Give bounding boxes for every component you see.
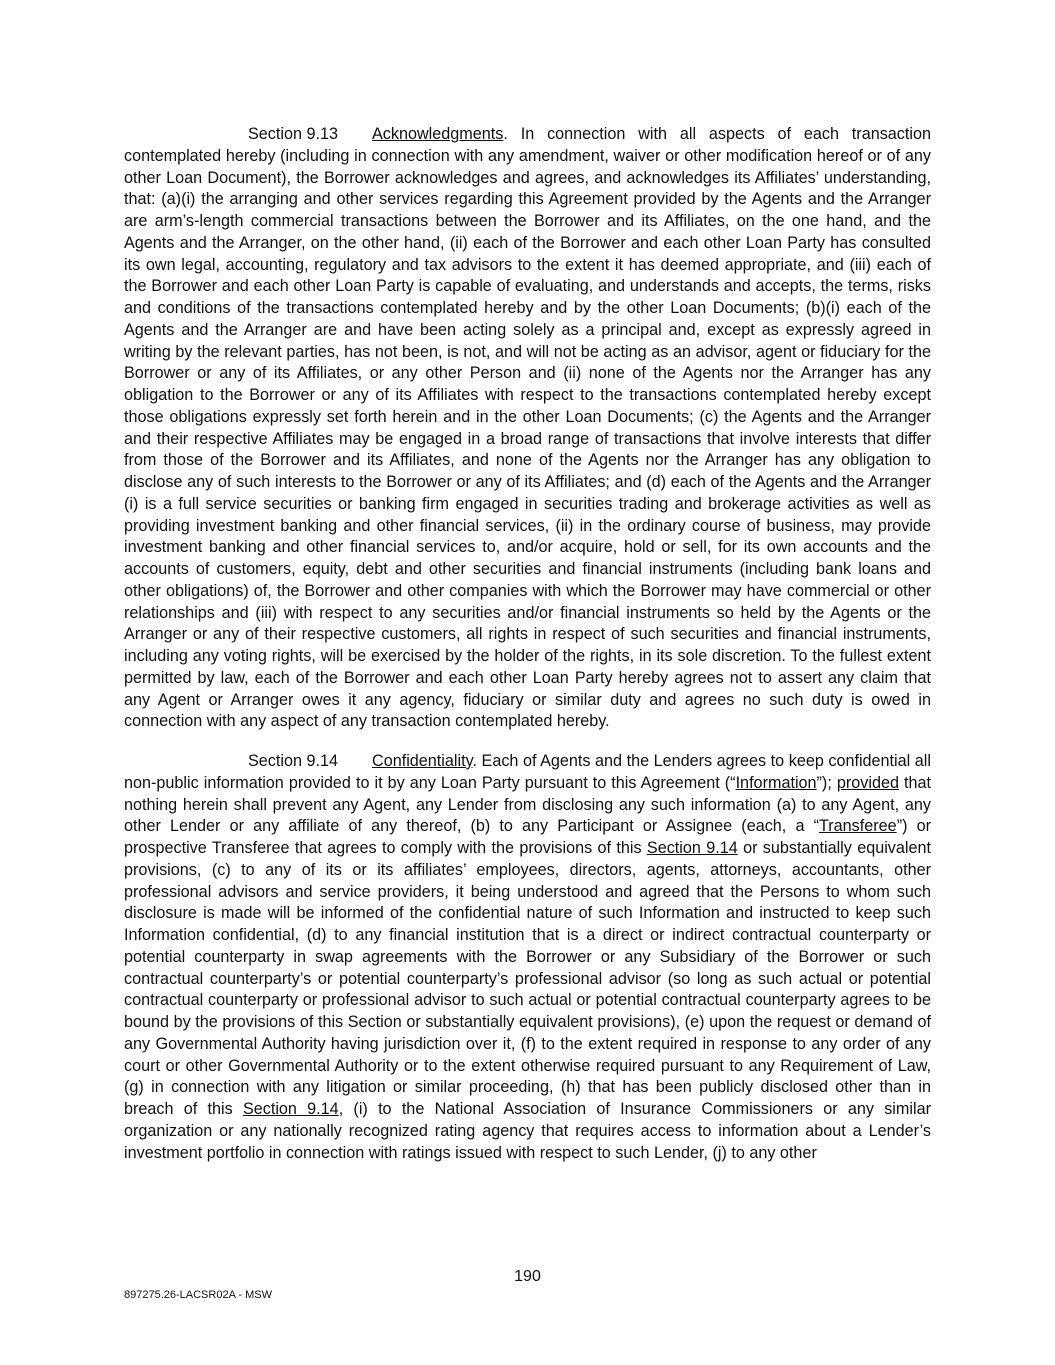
section-9-14-text-5: or substantially equivalent provisions, (c) to any of its or its affiliates’ employees, directors, agents, attorneys, accountants, other professional advisors and service providers, it being understood and agreed that the Persons to whom such disclosure is made will be informed of the confidential nature of such Information and instructed to keep such Information confidential, (d) to any financial institution that is a direct or indirect contractual counterparty or potential counterparty in swap agreements with the Borrower or any Subsidiary of the Borrower or such contractual counterparty’s or potential counterparty’s professional advisor (so long as such actual or potential contractual counterparty or professional advisor to such actual or potential contractual counterparty agrees to be bound by the provisions of this Section or substantially equivalent provisions), (e) upon the request or demand of any Governmental Authority having jurisdiction over it, (f) to the extent required in response to any order of any court or other Governmental Authority or to the extent otherwise required pursuant to any Requirement of Law, (g) in connection with any litigation or similar proceeding, (h) that has been publicly disclosed other than in breach of this [124,839,931,1118]
section-9-13-heading-period: . [503,125,508,143]
section-9-13-body: In connection with all aspects of each transaction contemplated hereby (including in connection with any amendment, waiver or other modification hereof or of any other Loan Document), the Borrower acknowledges and agrees, and acknowledges its Affiliates’ understanding, that: (a)(i) the arranging and other services regarding this Agreement provided by the Agents and the Arranger are arm’s-length commercial transactions between the Borrower and its Affiliates, on the one hand, and the Agents and the Arranger, on the other hand, (ii) each of the Borrower and each other Loan Party has consulted its own legal, accounting, regulatory and tax advisors to the extent it has deemed appropriate, and (iii) each of the Borrower and each other Loan Party is capable of evaluating, and understands and accepts, the terms, risks and conditions of the transactions contemplated hereby and by the other Loan Documents; (b)(i) each of the Agents and the Arranger are and have been acting solely as a principal and, except as expressly agreed in writing by the relevant parties, has not been, is not, and will not be acting as an advisor, agent or fiduciary for the Borrower or any of its Affiliates, or any other Person and (ii) none of the Agents nor the Arranger has any obligation to the Borrower or any of its Affiliates with respect to the transactions contemplated hereby except those obligations expressly set forth herein and in the other Loan Documents; (c) the Agents and the Arranger and their respective Affiliates may be engaged in a broad range of transactions that involve interests that differ from those of the Borrower and its Affiliates, and none of the Agents nor the Arranger has any obligation to disclose any of such interests to the Borrower or any of its Affiliates; and (d) each of the Agents and the Arranger (i) is a full service securities or banking firm engaged in securities trading and brokerage activities as well as providing investment banking and other financial services, (ii) in the ordinary course of business, may provide investment banking and other financial services to, and/or acquire, hold or sell, for its own accounts and the accounts of customers, equity, debt and other securities and financial instruments (including bank loans and other obligations) of, the Borrower and other companies with which the Borrower may have commercial or other relationships and (iii) with respect to any securities and/or financial instruments so held by the Agents or the Arranger or any of their respective customers, all rights in respect of such securities and financial instruments, including any voting rights, will be exercised by the holder of the rights, in its sole discretion. To the fullest extent permitted by law, each of the Borrower and each other Loan Party hereby agrees not to assert any claim that any Agent or Arranger owes it any agency, fiduciary or similar duty and agrees no such duty is owed in connection with any aspect of any transaction contemplated hereby. [124,125,931,731]
section-reference: Section 9.14 [646,839,738,857]
section-9-14-number: Section 9.14 [248,752,338,770]
document-id: 897275.26-LACSR02A - MSW [124,1289,272,1301]
section-9-13-paragraph [124,124,931,733]
section-9-13-number: Section 9.13 [248,125,338,143]
defined-term-transferee: Transferee [819,817,897,836]
page-number: 190 [514,1268,541,1285]
section-9-14-text-6: , (i) to the National Association of Insurance Commissioners or any similar organization or any nationally recognized rating agency that requires access to information about a Lender’s investment portfolio in connection with ratings issued with respect to such Lender, (j) to any other [124,1100,931,1162]
section-9-14-paragraph [124,751,931,1164]
section-9-14-text-1: Each of Agents and the Lenders agrees to keep confidential all non-public information provided to it by any Loan Party pursuant to this Agreement (“ [124,752,931,792]
section-9-13-heading: Acknowledgments [372,125,504,143]
body-text [124,124,931,1182]
section-9-14-text-4: ”) or prospective Transferee that agrees to comply with the provisions of this [124,817,932,857]
section-9-14-text-2: ”); [816,773,837,792]
defined-term-provided: provided [836,773,899,792]
section-9-14-text-3: that nothing herein shall prevent any Agent, any Lender from disclosing any such information (a) to any Agent, any other Lender or any affiliate of any thereof, (b) to any Participant or Assignee (each, a “ [124,773,931,836]
section-9-14-heading-period: . [472,752,477,770]
section-reference: Section 9.14 [242,1100,339,1118]
section-9-14-heading: Confidentiality [372,752,473,770]
defined-term-information: Information [735,773,817,792]
